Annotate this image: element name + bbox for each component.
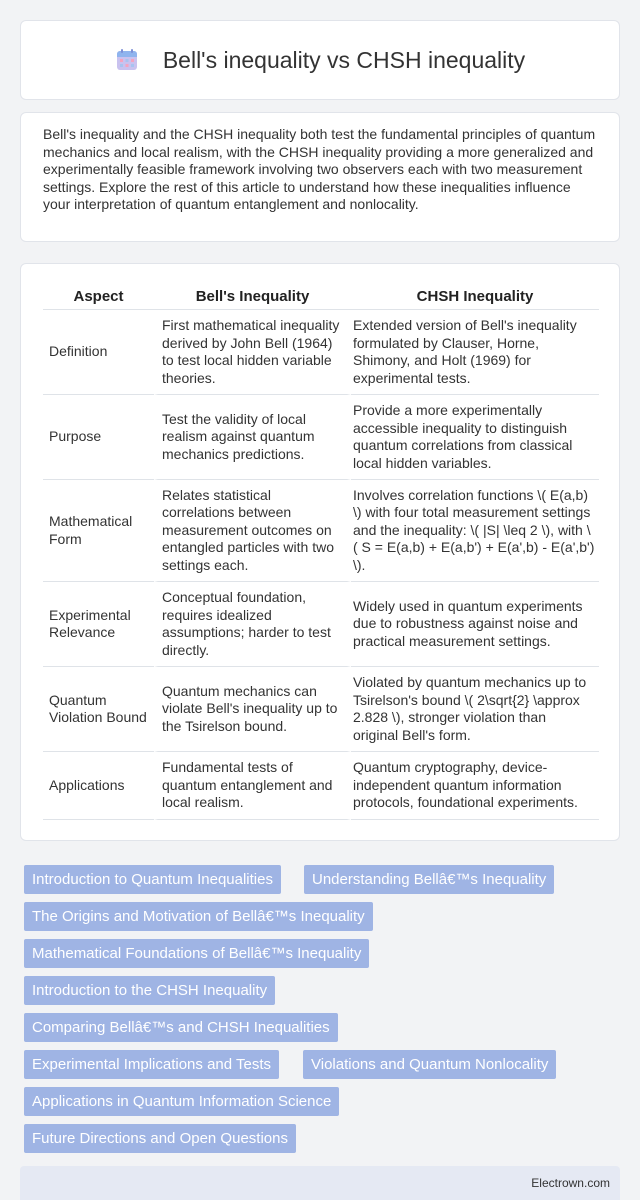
tag-link[interactable]: Understanding Bellâ€™s Inequality <box>304 865 554 894</box>
cell-chsh: Violated by quantum mechanics up to Tsirelson's bound \( 2\sqrt{2} \approx 2.828 \), stronger violation than original Bell's form. <box>351 667 599 752</box>
table-header-row <box>43 284 599 310</box>
cell-bell: Test the validity of local realism against quantum mechanics predictions. <box>154 395 351 480</box>
cell-bell: First mathematical inequality derived by John Bell (1964) to test local hidden variable theories. <box>154 310 351 395</box>
cell-aspect: Purpose <box>43 395 154 480</box>
cell-bell: Fundamental tests of quantum entanglement and local realism. <box>154 752 351 820</box>
calendar-icon <box>115 48 139 72</box>
tag-link[interactable]: Experimental Implications and Tests <box>24 1050 279 1079</box>
table-row <box>43 582 599 667</box>
tag-link[interactable]: Comparing Bellâ€™s and CHSH Inequalities <box>24 1013 338 1042</box>
tag-link[interactable]: Introduction to the CHSH Inequality <box>24 976 275 1005</box>
intro-card <box>20 112 620 242</box>
cell-bell: Relates statistical correlations between measurement outcomes on entangled particles with two settings each. <box>154 480 351 582</box>
tag-link[interactable]: Mathematical Foundations of Bellâ€™s Inequality <box>24 939 369 968</box>
cell-chsh: Quantum cryptography, device-independent quantum information protocols, foundational experiments. <box>351 752 599 820</box>
table-row <box>43 667 599 752</box>
cell-aspect: Mathematical Form <box>43 480 154 582</box>
cell-aspect: Definition <box>43 310 154 395</box>
cell-chsh: Involves correlation functions \( E(a,b) \) with four total measurement settings and the inequality: \( |S| \leq 2 \), with \( S = E(a,b) + E(a,b') + E(a',b) - E(a',b') \). <box>351 480 599 582</box>
header-bell: Bell's Inequality <box>154 284 351 310</box>
footer-site-name: Electrown.com <box>531 1176 610 1190</box>
table-row <box>43 310 599 395</box>
tag-link[interactable]: Future Directions and Open Questions <box>24 1124 296 1153</box>
header-chsh: CHSH Inequality <box>351 284 599 310</box>
title-card <box>20 20 620 100</box>
tag-link[interactable]: Violations and Quantum Nonlocality <box>303 1050 556 1079</box>
cell-bell: Quantum mechanics can violate Bell's inequality up to the Tsirelson bound. <box>154 667 351 752</box>
tag-link[interactable]: Introduction to Quantum Inequalities <box>24 865 281 894</box>
intro-paragraph: Bell's inequality and the CHSH inequality both test the fundamental principles of quantum mechanics and local realism, with the CHSH inequality providing a more generalized and experimentally feasible framework involving two observers each with two measurement settings. Explore the rest of this article to understand how these inequalities influence your interpretation of quantum entanglement and nonlocality. <box>43 126 596 212</box>
comparison-table-card <box>20 263 620 841</box>
comparison-table <box>43 284 599 820</box>
table-row <box>43 752 599 820</box>
header-aspect: Aspect <box>43 284 154 310</box>
cell-chsh: Widely used in quantum experiments due to robustness against noise and practical measurement settings. <box>351 582 599 667</box>
table-row <box>43 395 599 480</box>
cell-chsh: Provide a more experimentally accessible inequality to distinguish quantum correlations from classical local hidden variables. <box>351 395 599 480</box>
table-row <box>43 480 599 582</box>
cell-chsh: Extended version of Bell's inequality formulated by Clauser, Horne, Shimony, and Holt (1969) for experimental tests. <box>351 310 599 395</box>
cell-aspect: Applications <box>43 752 154 820</box>
tag-link[interactable]: Applications in Quantum Information Science <box>24 1087 339 1116</box>
tag-link[interactable]: The Origins and Motivation of Bellâ€™s Inequality <box>24 902 373 931</box>
cell-aspect: Experimental Relevance <box>43 582 154 667</box>
page-title: Bell's inequality vs CHSH inequality <box>162 46 526 73</box>
cell-aspect: Quantum Violation Bound <box>43 667 154 752</box>
footer <box>20 1166 620 1200</box>
cell-bell: Conceptual foundation, requires idealized assumptions; harder to test directly. <box>154 582 351 667</box>
